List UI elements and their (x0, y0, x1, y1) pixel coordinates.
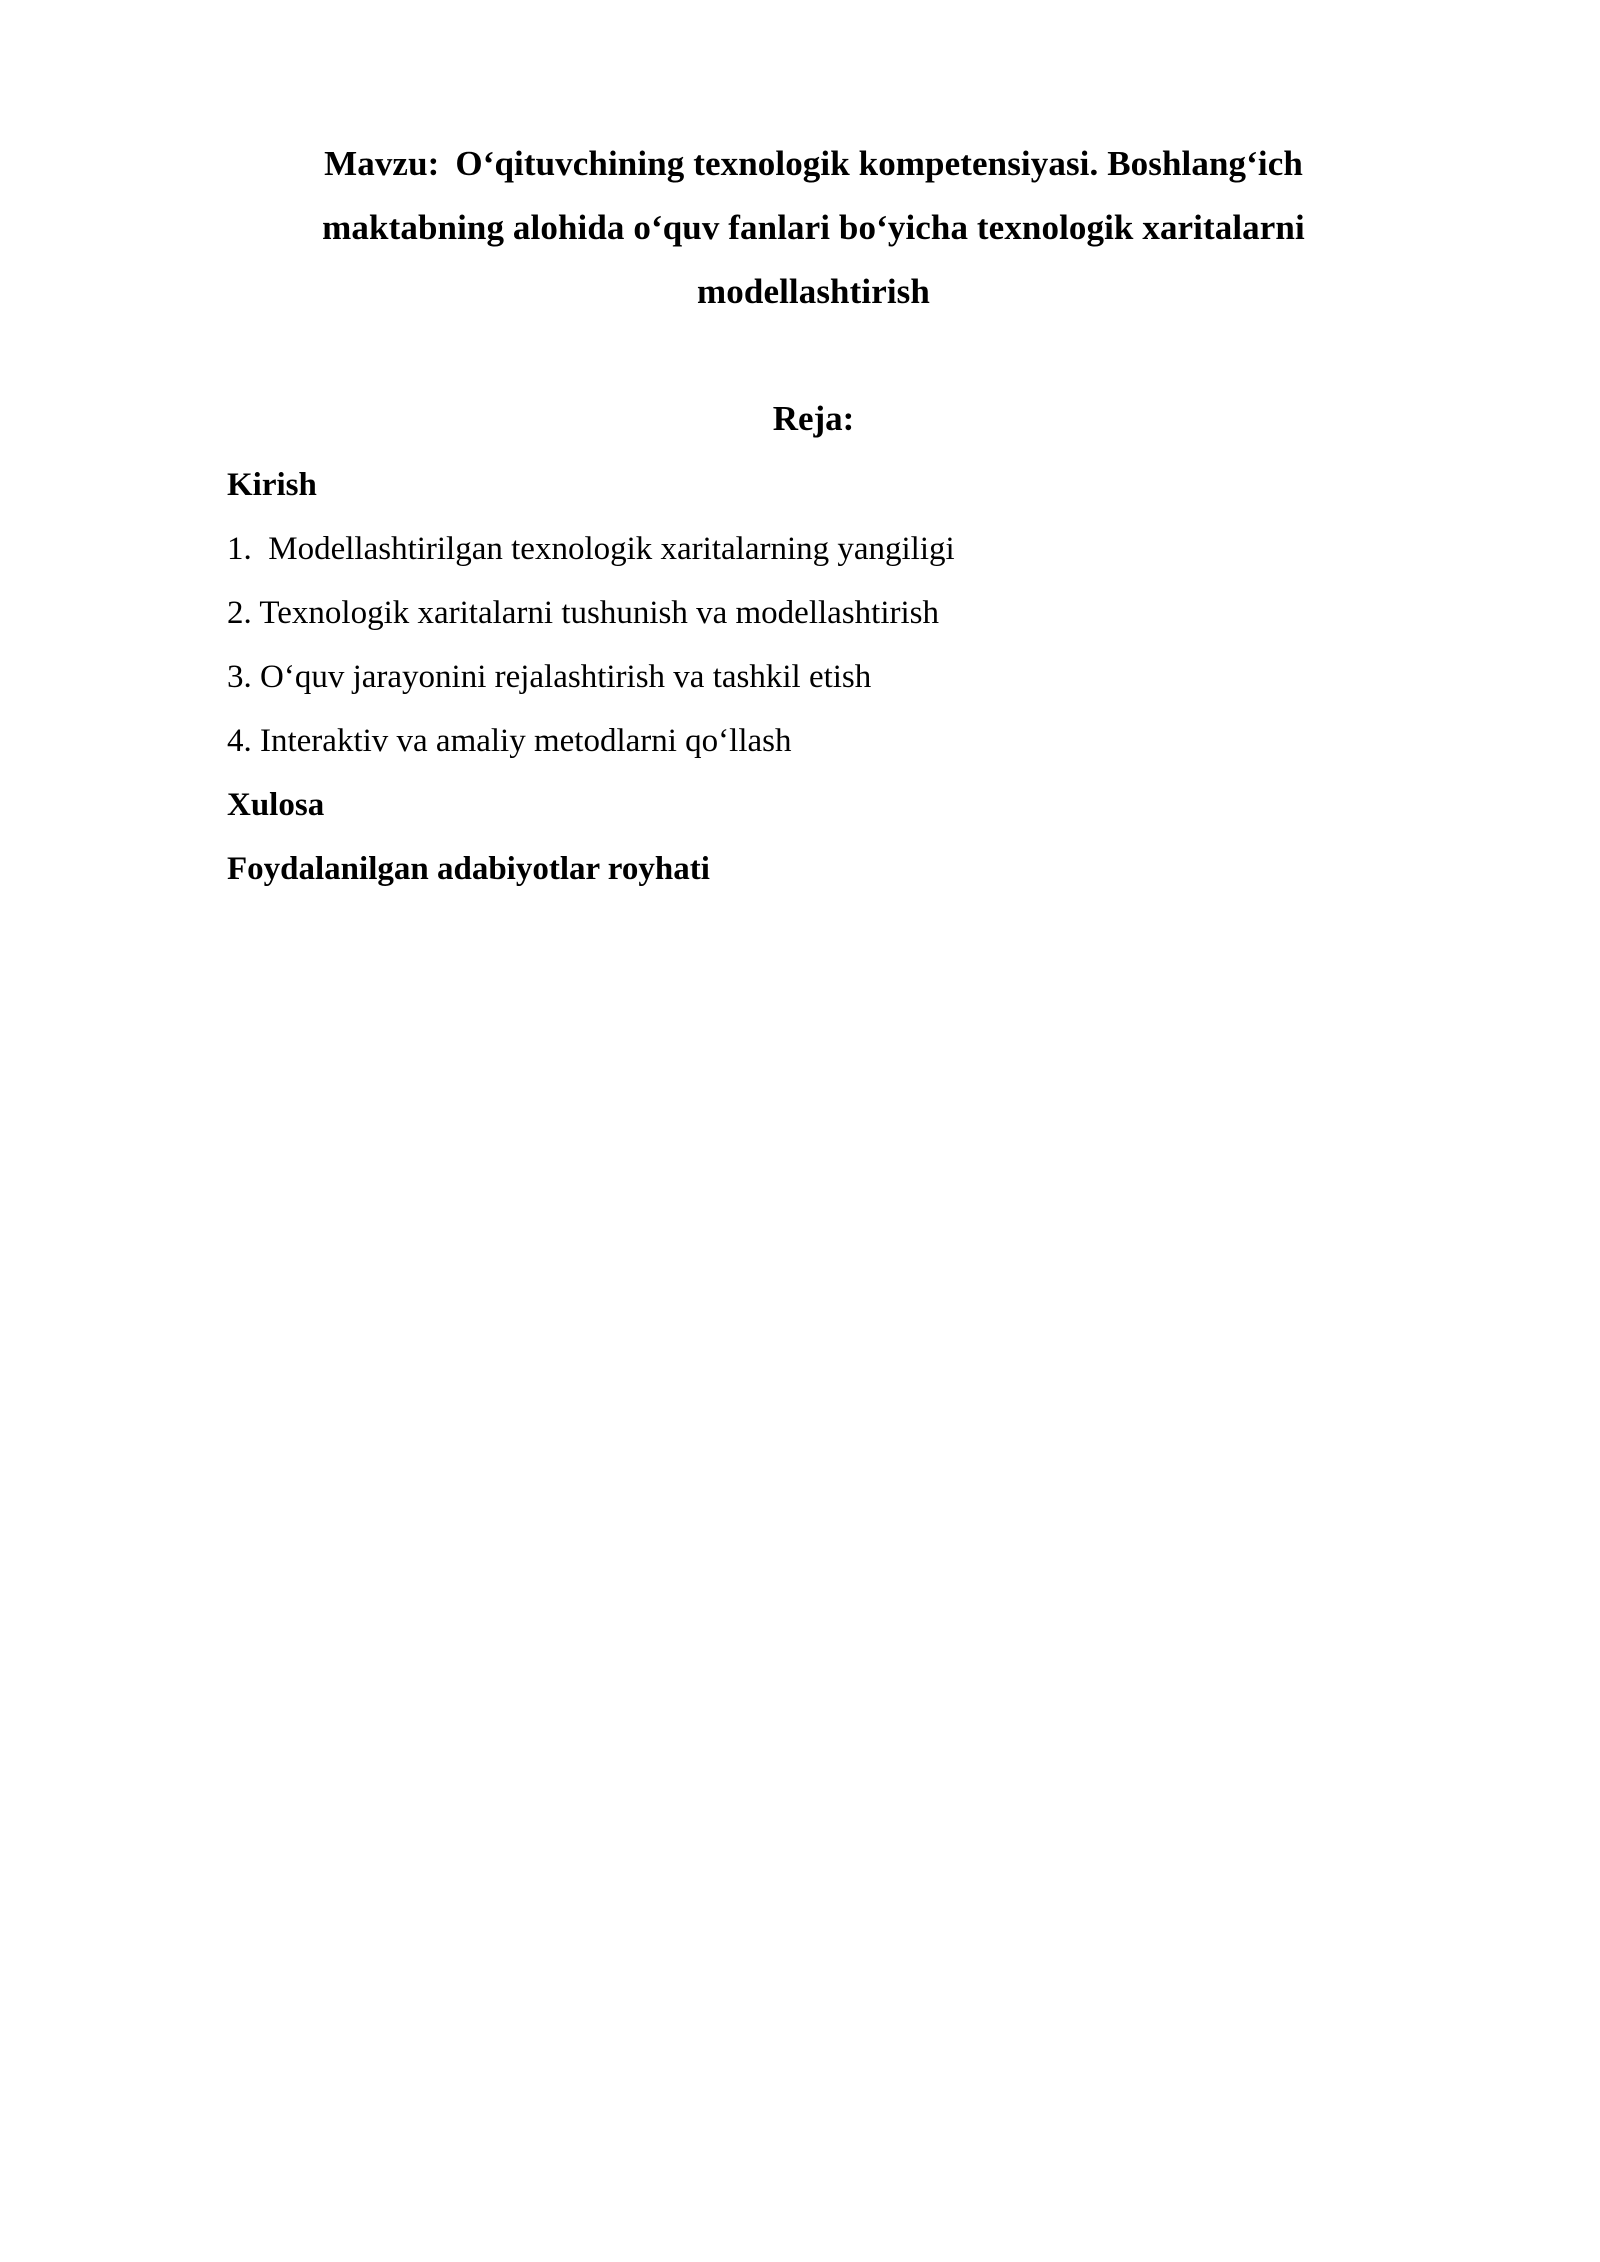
outline-item-1: 1. Modellashtirilgan texnologik xaritalarning yangiligi (227, 531, 955, 567)
outline-item-xulosa: Xulosa (227, 787, 325, 823)
document-content-column (227, 0, 1400, 901)
document-title-line-3: modellashtirish (697, 272, 930, 311)
outline-item-4: 4. Interaktiv va amaliy metodlarni qo‘llash (227, 723, 792, 759)
document-title (227, 0, 1400, 324)
outline-item-2: 2. Texnologik xaritalarni tushunish va modellashtirish (227, 595, 939, 631)
document-title-line-2: maktabning alohida o‘quv fanlari bo‘yicha texnologik xaritalarni (322, 208, 1305, 247)
document-title-line-1 (227, 132, 1400, 196)
document-title-label: Mavzu: (324, 144, 440, 183)
outline-item-references: Foydalanilgan adabiyotlar royhati (227, 851, 710, 887)
outline-item-3: 3. O‘quv jarayonini rejalashtirish va tashkil etish (227, 659, 872, 695)
plan-heading: Reja: (772, 399, 855, 438)
document-title-subject: O‘qituvchining texnologik kompetensiyasi. Boshlang‘ich (455, 144, 1303, 183)
outline-list (227, 451, 1400, 901)
outline-item-kirish: Kirish (227, 467, 317, 503)
